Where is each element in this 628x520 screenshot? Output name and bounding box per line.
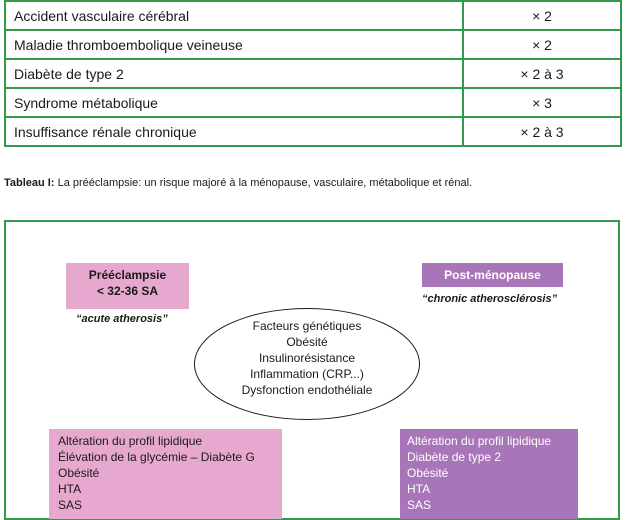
factor-item: Insulinorésistance: [258, 351, 356, 365]
preeclampsia-risk-list: [49, 429, 282, 519]
preeclampsia-term: < 32-36 SA: [96, 284, 159, 298]
caption-label: Tableau I:: [4, 177, 55, 189]
risk-table: [4, 0, 622, 147]
table-row: [5, 30, 621, 59]
post-menopause-label-box: Post-ménopause: [422, 263, 563, 287]
table-row: [5, 117, 621, 146]
preeclampsia-title: Prééclampsie: [88, 268, 167, 282]
list-item: SAS: [58, 498, 83, 512]
list-item: Obésité: [58, 466, 100, 480]
condition-cell: Maladie thromboembolique veineuse: [5, 30, 463, 59]
list-item: SAS: [407, 498, 432, 512]
risk-cell: × 2: [463, 30, 621, 59]
risk-cell: × 2 à 3: [463, 117, 621, 146]
table-row: [5, 59, 621, 88]
factor-item: Facteurs génétiques: [252, 319, 362, 333]
factor-item: Obésité: [286, 335, 328, 349]
table-caption: [4, 177, 624, 189]
preeclampsia-label-box: [66, 263, 189, 309]
condition-cell: Syndrome métabolique: [5, 88, 463, 117]
risk-cell: × 2: [463, 1, 621, 30]
table-row: [5, 88, 621, 117]
acute-atherosis-note: “acute atherosis”: [76, 313, 168, 325]
risk-cell: × 2 à 3: [463, 59, 621, 88]
factor-item: Inflammation (CRP...): [250, 367, 364, 381]
list-item: Altération du profil lipidique: [407, 434, 552, 448]
table-row: [5, 1, 621, 30]
figure-frame: [4, 220, 620, 520]
list-item: HTA: [407, 482, 431, 496]
caption-text: La prééclampsie: un risque majoré à la ménopause, vasculaire, métabolique et rénal.: [54, 177, 473, 189]
list-item: Obésité: [407, 466, 449, 480]
shared-factors-list: [194, 318, 420, 398]
condition-cell: Accident vasculaire cérébral: [5, 1, 463, 30]
list-item: Altération du profil lipidique: [58, 434, 203, 448]
condition-cell: Insuffisance rénale chronique: [5, 117, 463, 146]
factor-item: Dysfonction endothéliale: [241, 383, 373, 397]
list-item: Diabète de type 2: [407, 450, 502, 464]
risk-cell: × 3: [463, 88, 621, 117]
post-menopause-risk-list: [400, 429, 578, 519]
list-item: Élévation de la glycémie – Diabète G: [58, 450, 255, 464]
condition-cell: Diabète de type 2: [5, 59, 463, 88]
list-item: HTA: [58, 482, 82, 496]
chronic-atherosclerosis-note: “chronic atherosclérosis”: [422, 293, 558, 305]
